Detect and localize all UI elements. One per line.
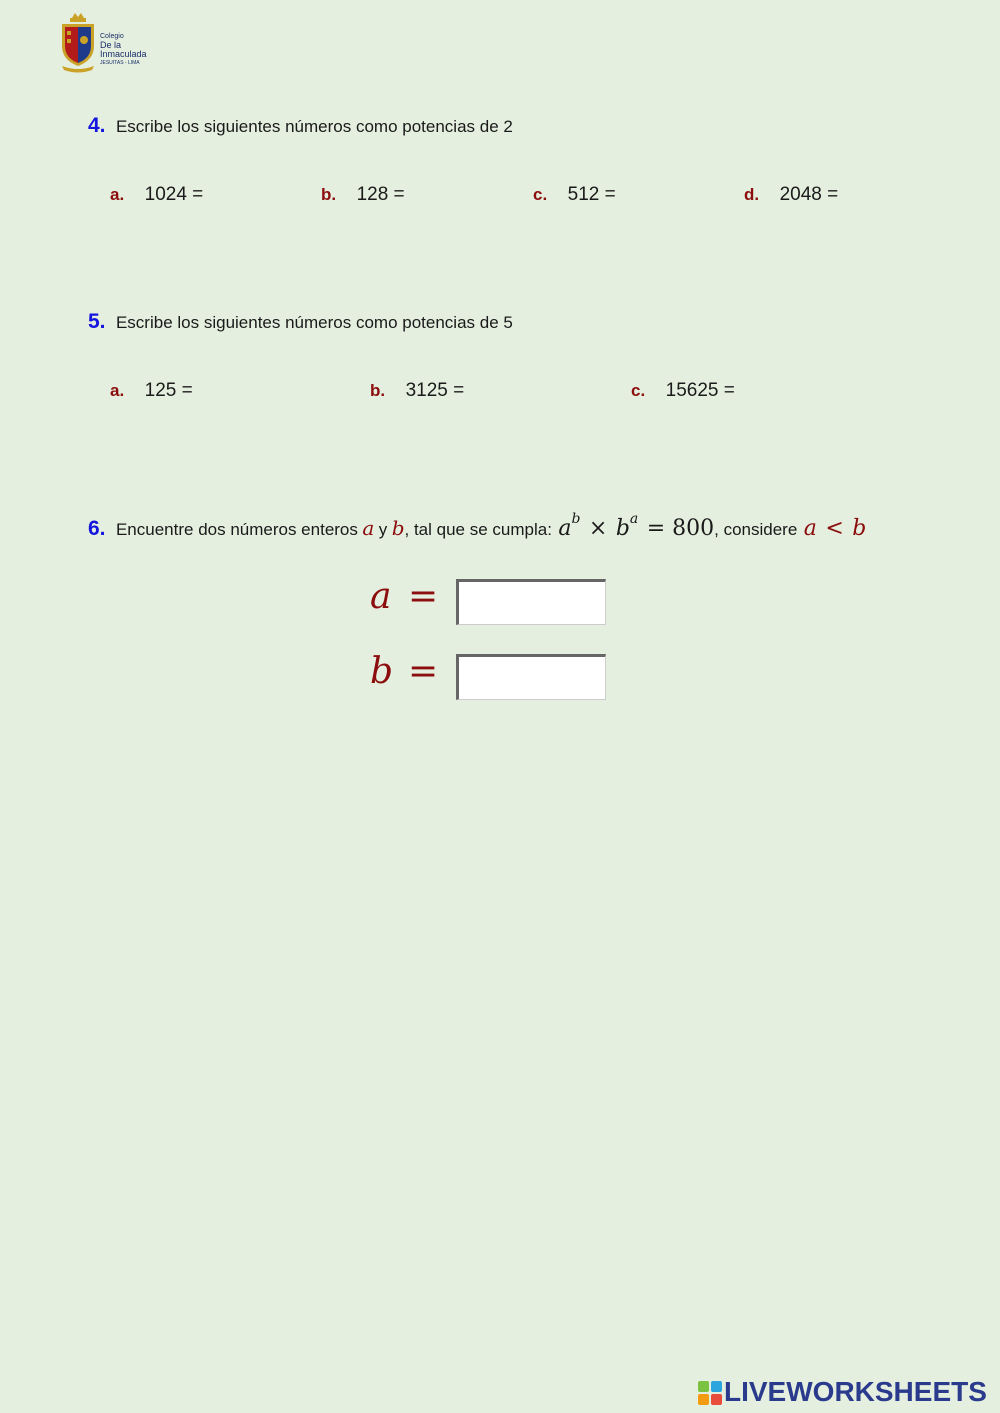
q4-expression: 1024 = <box>144 184 204 205</box>
school-name-line2: De la Inmaculada <box>100 40 147 59</box>
variable-a: a <box>362 516 375 540</box>
question-number: 4. <box>88 114 106 137</box>
q5-item-a: a. 125 = <box>110 380 193 401</box>
answer-b-label: b <box>370 651 394 692</box>
school-name-line3: JESUITAS - LIMA <box>100 60 140 66</box>
question-number: 6. <box>88 517 106 540</box>
question-text: Encuentre dos números enteros <box>115 520 358 539</box>
answer-b-input[interactable] <box>456 654 606 700</box>
q5-expression: 3125 = <box>405 380 465 401</box>
brand-text: LIVEWORKSHEETS <box>724 1376 987 1407</box>
school-crest-icon <box>58 12 98 74</box>
answer-a-input[interactable] <box>456 579 606 625</box>
variable-b: b <box>391 516 405 540</box>
q4-expression: 512 = <box>567 184 616 205</box>
equation: $a^b \times b^a = 800$ <box>558 510 715 541</box>
question-text: Escribe los siguientes números como potencias de 2 <box>115 117 513 136</box>
school-name-line1: Colegio <box>100 33 124 40</box>
inequality: a < b <box>803 516 867 541</box>
equals-sign: = <box>408 651 439 692</box>
q4-item-a: a. 1024 = <box>110 184 204 205</box>
q5-item-b: b. 3125 = <box>370 380 465 401</box>
q4-expression: 128 = <box>356 184 405 205</box>
question-4 <box>88 114 513 138</box>
school-logo <box>58 12 168 76</box>
q5-item-c: c. 15625 = <box>631 380 735 401</box>
q4-item-c: c. 512 = <box>533 184 616 205</box>
q5-expression: 15625 = <box>665 380 735 401</box>
question-5 <box>88 310 513 334</box>
q4-item-b: b. 128 = <box>321 184 405 205</box>
answer-a-label: a <box>370 576 392 617</box>
q4-item-d: d. 2048 = <box>744 184 839 205</box>
question-text: Escribe los siguientes números como potencias de 5 <box>115 313 513 332</box>
question-number: 5. <box>88 310 106 333</box>
q4-expression: 2048 = <box>779 184 839 205</box>
q5-expression: 125 = <box>144 380 193 401</box>
question-6: 6. Encuentre dos números enteros a y b, tal que se cumpla: $a^b \times b^a = 800$, considere a < b <box>88 510 867 541</box>
equals-sign: = <box>408 576 439 617</box>
liveworksheets-icon <box>698 1381 722 1405</box>
